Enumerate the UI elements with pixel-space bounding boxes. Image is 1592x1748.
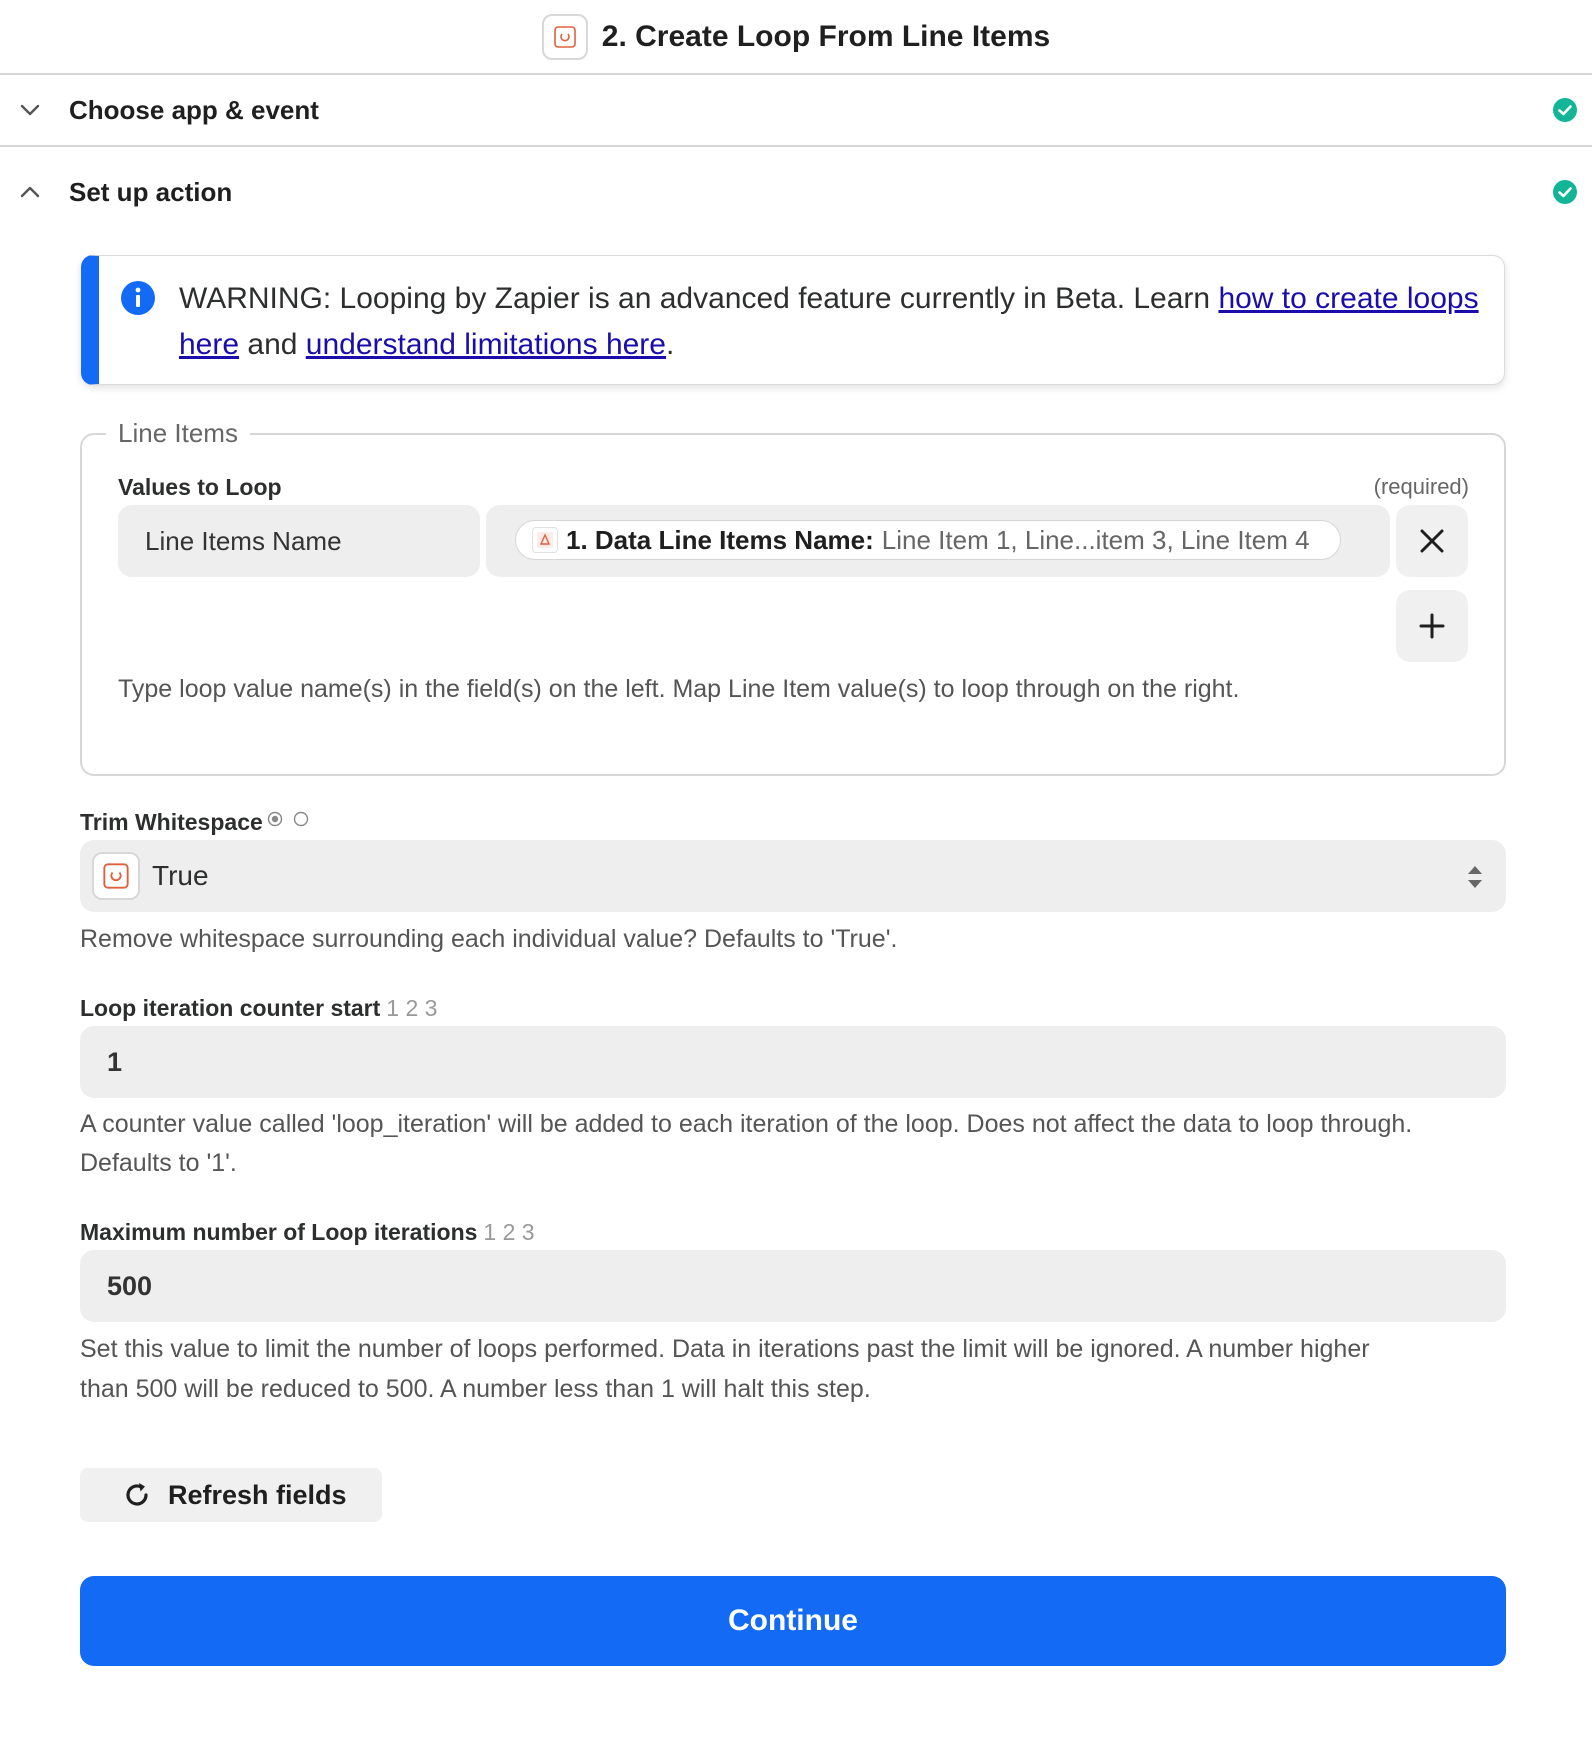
trim-whitespace-value: True xyxy=(152,860,209,891)
add-row-button[interactable] xyxy=(1396,590,1468,662)
section-label: Choose app & event xyxy=(69,94,319,125)
max-iterations-help-line2: than 500 will be reduced to 500. A number less than 1 will halt this step. xyxy=(80,1375,871,1403)
line-items-legend: Line Items xyxy=(106,418,250,449)
beta-warning-banner xyxy=(81,255,1505,385)
number-type-hint: 1 2 3 xyxy=(386,995,438,1021)
section-label: Set up action xyxy=(69,176,233,207)
counter-start-input[interactable]: 1 xyxy=(80,1026,1506,1098)
warning-text-middle: and xyxy=(239,328,306,361)
trim-whitespace-label: Trim Whitespace xyxy=(80,809,263,835)
info-icon xyxy=(120,280,156,316)
select-arrows-icon xyxy=(1466,863,1484,891)
section-set-up-action[interactable] xyxy=(0,160,1592,224)
trim-whitespace-help: Remove whitespace surrounding each individual value? Defaults to 'True'. xyxy=(80,925,898,953)
pill-field-name: 1. Data Line Items Name: xyxy=(566,524,874,555)
counter-start-help-line2: Defaults to '1'. xyxy=(80,1149,237,1177)
counter-start-label xyxy=(80,995,437,1022)
radio-selected-icon xyxy=(267,811,283,827)
refresh-fields-button[interactable] xyxy=(80,1468,382,1522)
max-iterations-input[interactable]: 500 xyxy=(80,1250,1506,1322)
max-iterations-label xyxy=(80,1219,535,1246)
line-items-help-text: Type loop value name(s) in the field(s) on the left. Map Line Item value(s) to loop through on the right. xyxy=(118,675,1240,703)
required-label: (required) xyxy=(1373,474,1469,499)
plus-icon xyxy=(1418,612,1446,640)
warning-text-start: WARNING: Looping by Zapier is an advanced feature currently in Beta. Learn xyxy=(179,282,1219,315)
loop-app-icon xyxy=(542,14,588,60)
refresh-fields-label: Refresh fields xyxy=(168,1479,347,1510)
remove-row-button[interactable] xyxy=(1396,505,1468,577)
loop-value-name-input[interactable]: Line Items Name xyxy=(118,505,480,577)
warning-text xyxy=(179,276,1479,368)
trim-whitespace-select[interactable] xyxy=(80,840,1506,912)
loop-app-icon xyxy=(92,852,140,900)
close-icon xyxy=(1418,527,1446,555)
section-choose-app-event[interactable] xyxy=(0,75,1592,147)
refresh-icon xyxy=(122,1480,152,1510)
understand-limitations-link[interactable]: understand limitations here xyxy=(305,328,666,361)
warning-text-end: . xyxy=(666,328,675,361)
max-iterations-help-line1: Set this value to limit the number of loops performed. Data in iterations past the limit will be ignored. A number higher xyxy=(80,1335,1370,1363)
counter-start-help-line1: A counter value called 'loop_iteration' will be added to each iteration of the loop. Does not affect the data to loop through. xyxy=(80,1110,1413,1138)
step-title: 2. Create Loop From Line Items xyxy=(601,19,1051,53)
line-items-fieldset xyxy=(80,433,1506,776)
step-header xyxy=(0,0,1592,75)
chevron-up-icon xyxy=(18,180,42,204)
radio-empty-icon xyxy=(293,811,309,827)
mapped-field-pill[interactable] xyxy=(515,520,1341,560)
pill-field-value: Line Item 1, Line...item 3, Line Item 4 xyxy=(881,524,1310,555)
how-to-create-loops-link[interactable]: how to create loops here xyxy=(179,282,1479,361)
max-iterations-label-text: Maximum number of Loop iterations xyxy=(80,1219,478,1245)
continue-button[interactable]: Continue xyxy=(80,1576,1506,1666)
chevron-down-icon xyxy=(18,98,42,122)
check-circle-icon xyxy=(1552,179,1578,205)
counter-start-label-text: Loop iteration counter start xyxy=(80,995,381,1021)
values-to-loop-label: Values to Loop xyxy=(118,474,282,500)
pdf-app-icon xyxy=(532,527,558,553)
loop-value-mapping-input[interactable] xyxy=(486,505,1390,577)
number-type-hint: 1 2 3 xyxy=(483,1219,535,1245)
boolean-type-hint xyxy=(267,811,309,827)
check-circle-icon xyxy=(1552,97,1578,123)
